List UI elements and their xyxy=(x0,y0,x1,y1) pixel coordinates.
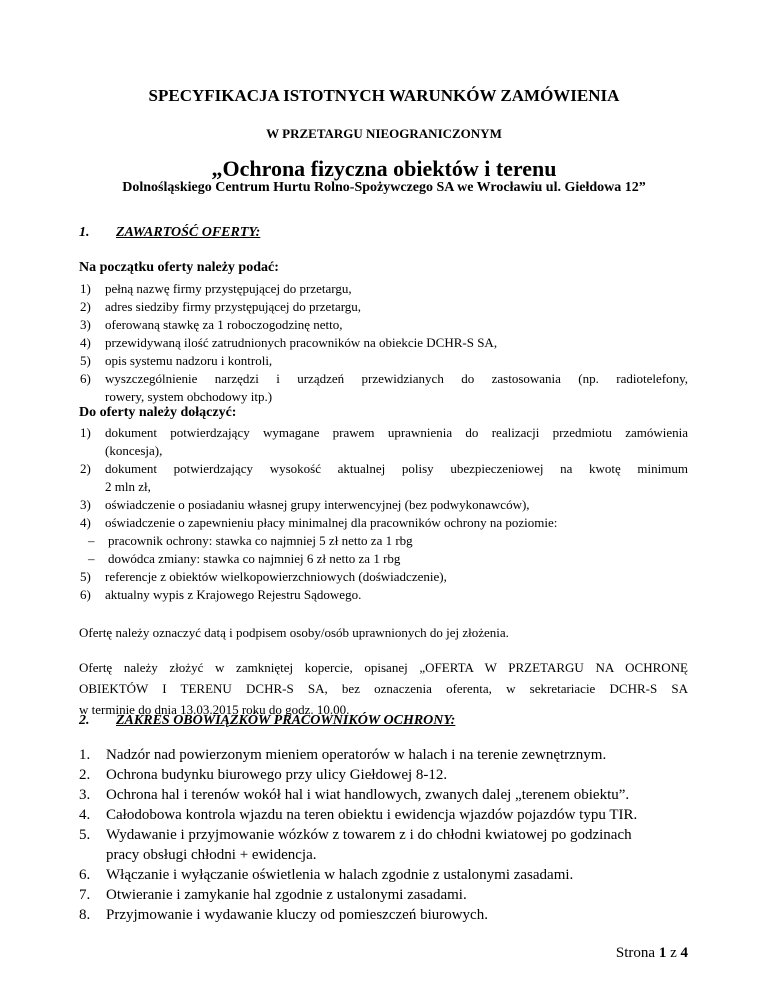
list-item-number: 2. xyxy=(79,767,91,783)
list-item: dowódca zmiany: stawka co najmniej 6 zł netto za 1 rbg xyxy=(108,551,401,566)
list-item-number: 2) xyxy=(80,299,91,314)
page-separator: z xyxy=(666,945,681,961)
list-item: pracownik ochrony: stawka co najmniej 5 zł netto za 1 rbg xyxy=(108,533,413,548)
lead-offer-start: Na początku oferty należy podać: xyxy=(79,260,279,275)
page-number xyxy=(580,945,688,962)
list-item-number: 6) xyxy=(80,587,91,602)
list-item-number: 3) xyxy=(80,317,91,332)
dash-bullet: – xyxy=(88,551,95,566)
list-item-number: 6) xyxy=(80,371,91,386)
list-item-number: 1) xyxy=(80,425,91,440)
list-item-number: 6. xyxy=(79,867,91,883)
list-item: oświadczenie o zapewnieniu płacy minimalnej dla pracowników ochrony na poziomie: xyxy=(105,515,558,530)
list-item-number: 1. xyxy=(79,747,91,763)
section-title: ZAWARTOŚĆ OFERTY: xyxy=(116,225,261,240)
list-item-continuation: pracy obsługi chłodni + ewidencja. xyxy=(106,847,317,863)
submission-note-line: Ofertę należy złożyć w zamkniętej kopercie, opisanej „OFERTA W PRZETARGU NA OCHRONĘ xyxy=(79,660,688,675)
list-item: przewidywaną ilość zatrudnionych pracowników na obiekcie DCHR-S SA, xyxy=(105,335,498,350)
list-item-number: 5) xyxy=(80,353,91,368)
list-item: Przyjmowanie i wydawanie kluczy od pomieszczeń biurowych. xyxy=(106,907,488,923)
list-item: opis systemu nadzoru i kontroli, xyxy=(105,353,273,368)
list-item: oferowaną stawkę za 1 roboczogodzinę netto, xyxy=(105,317,343,332)
list-item-number: 4. xyxy=(79,807,91,823)
list-item: referencje z obiektów wielkopowierzchniowych (doświadczenie), xyxy=(105,569,447,584)
document-subtitle: W PRZETARGU NIEOGRANICZONYM xyxy=(266,126,502,141)
section-2-heading xyxy=(79,713,579,733)
list-item: Nadzór nad powierzonym mieniem operatorów w halach i na terenie zewnętrznym. xyxy=(106,747,607,763)
list-item: Otwieranie i zamykanie hal zgodnie z ustalonymi zasadami. xyxy=(106,887,467,903)
document-title: SPECYFIKACJA ISTOTNYCH WARUNKÓW ZAMÓWIENIA xyxy=(148,86,620,105)
section-number: 2. xyxy=(79,713,90,728)
submission-note-line: OBIEKTÓW I TERENU DCHR-S SA, bez oznaczenia oferenta, w sekretariacie DCHR-S SA xyxy=(79,681,688,696)
list-item-number: 7. xyxy=(79,887,91,903)
section-1-heading xyxy=(79,225,479,245)
page-label: Strona xyxy=(615,945,659,961)
tender-subject-line2: Dolnośląskiego Centrum Hurtu Rolno-Spożywczego SA we Wrocławiu ul. Giełdowa 12” xyxy=(122,180,646,195)
list-item: Całodobowa kontrola wjazdu na teren obiektu i ewidencja wjazdów pojazdów typu TIR. xyxy=(106,807,638,823)
list-item: aktualny wypis z Krajowego Rejestru Sądowego. xyxy=(105,587,362,602)
dash-bullet: – xyxy=(88,533,95,548)
lead-offer-attachments: Do oferty należy dołączyć: xyxy=(79,405,237,420)
list-item-number: 2) xyxy=(80,461,91,476)
list-item: Ochrona budynku biurowego przy ulicy Giełdowej 8-12. xyxy=(106,767,448,783)
list-item: adres siedziby firmy przystępującej do przetargu, xyxy=(105,299,362,314)
list-item-continuation: rowery, system obchodowy itp.) xyxy=(105,389,273,404)
list-item-number: 1) xyxy=(80,281,91,296)
list-item-continuation: (koncesja), xyxy=(105,443,163,458)
list-item-number: 3. xyxy=(79,787,91,803)
list-item: Wydawanie i przyjmowanie wózków z towarem z i do chłodni kwiatowej po godzinach xyxy=(106,827,632,843)
list-item-number: 8. xyxy=(79,907,91,923)
list-item-number: 5. xyxy=(79,827,91,843)
list-item: pełną nazwę firmy przystępującej do przetargu, xyxy=(105,281,352,296)
list-item: wyszczególnienie narzędzi i urządzeń przewidzianych do zastosowania (np. radiotelefony, xyxy=(105,371,688,386)
list-item: Ochrona hal i terenów wokół hal i wiat handlowych, zwanych dalej „terenem obiektu”. xyxy=(106,787,630,803)
list-item-number: 4) xyxy=(80,335,91,350)
list-item: Włączanie i wyłączanie oświetlenia w halach zgodnie z ustalonymi zasadami. xyxy=(106,867,574,883)
page-current: 1 xyxy=(658,945,667,961)
section-title: ZAKRES OBOWIĄZKÓW PRACOWNIKÓW OCHRONY: xyxy=(116,713,456,728)
tender-subject: „Ochrona fizyczna obiektów i terenu xyxy=(211,156,557,181)
list-item-continuation: 2 mln zł, xyxy=(105,479,151,494)
list-item-number: 3) xyxy=(80,497,91,512)
section-number: 1. xyxy=(79,225,90,240)
signature-note: Ofertę należy oznaczyć datą i podpisem osoby/osób uprawnionych do jej złożenia. xyxy=(79,625,509,640)
list-item: oświadczenie o posiadaniu własnej grupy interwencyjnej (bez podwykonawców), xyxy=(105,497,530,512)
list-item: dokument potwierdzający wymagane prawem uprawnienia do realizacji przedmiotu zamówienia xyxy=(105,425,688,440)
list-item-number: 5) xyxy=(80,569,91,584)
list-item-number: 4) xyxy=(80,515,91,530)
submission-note-line: w terminie do dnia 13.03.2015 roku do godz. 10.00. xyxy=(79,702,350,717)
page-total: 4 xyxy=(680,945,688,961)
list-item: dokument potwierdzający wysokość aktualnej polisy ubezpieczeniowej na kwotę minimum xyxy=(105,461,688,476)
